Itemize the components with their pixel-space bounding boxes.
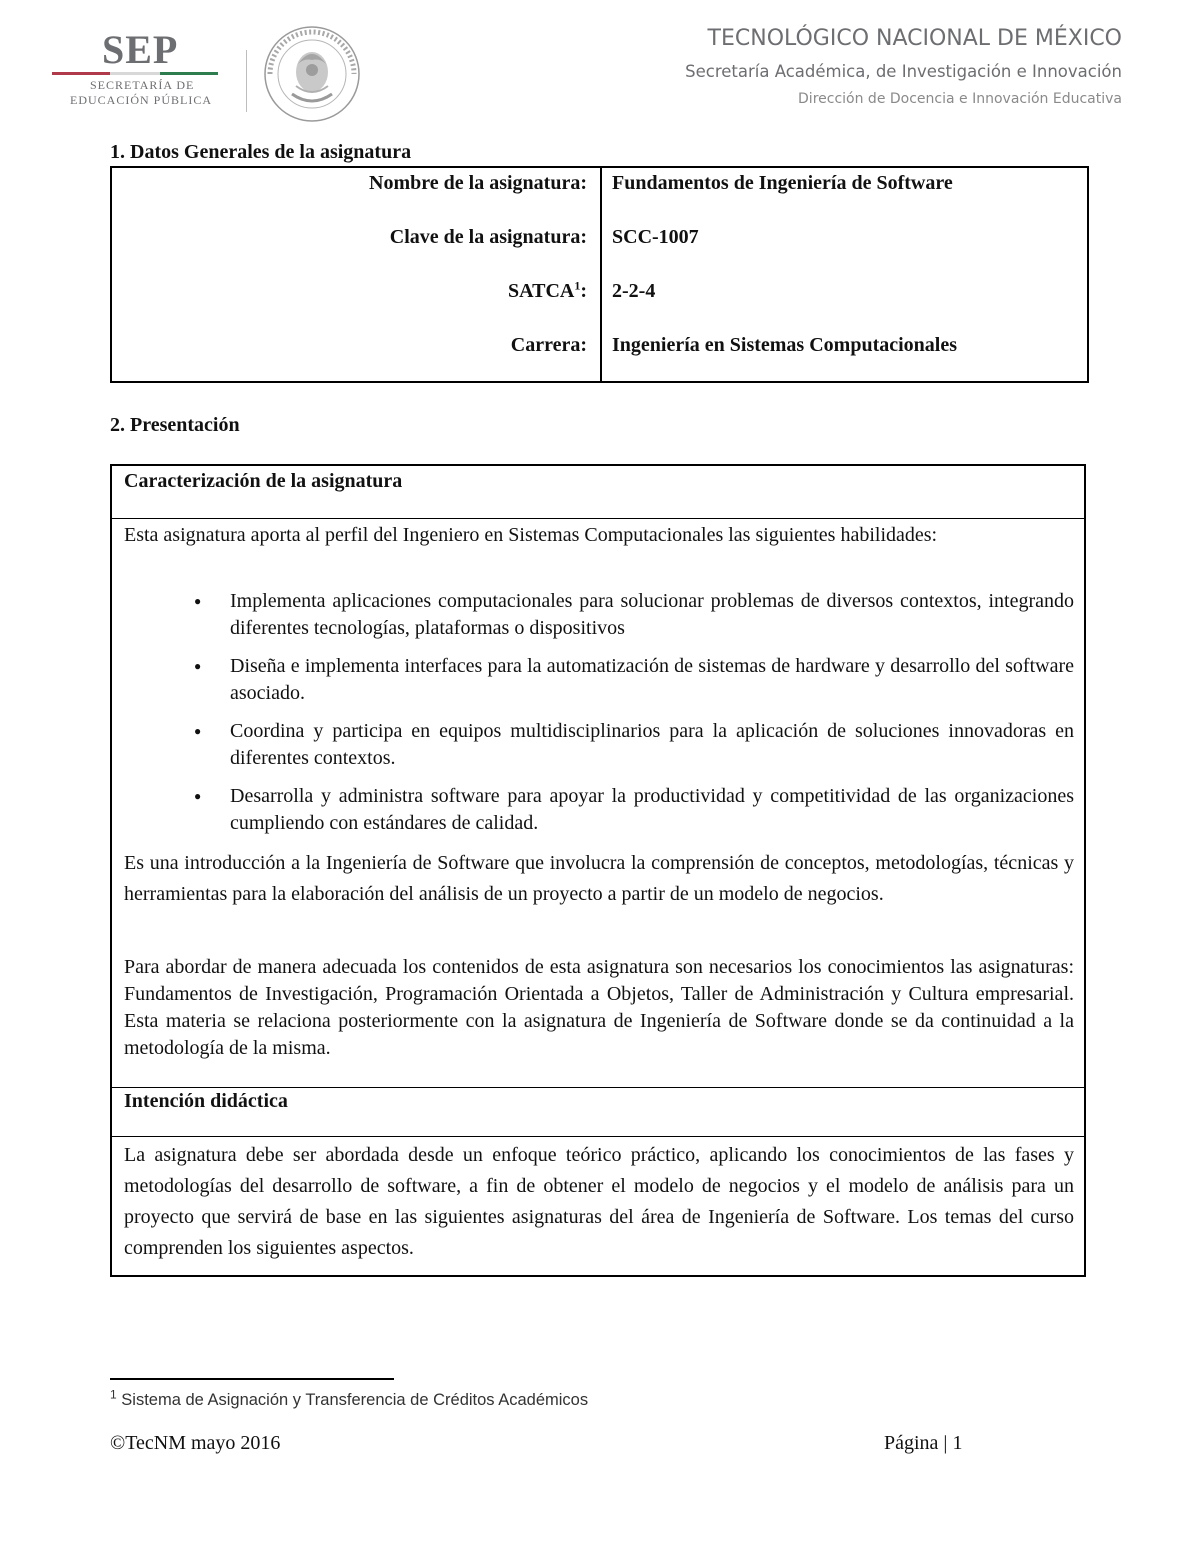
label-course-key: Clave de la asignatura: [389, 226, 587, 248]
list-item: ● Desarrolla y administra software para apoyar la productividad y competitividad de las organizaciones cumpliendo con estándares de calidad. [190, 783, 1074, 837]
footnote-ref-1: 1 [574, 278, 581, 293]
footer-copyright: ©TecNM mayo 2016 [110, 1432, 281, 1454]
list-item: ● Diseña e implementa interfaces para la automatización de sistemas de hardware y desarrollo del software asociado. [190, 653, 1074, 707]
table-column-divider [600, 168, 602, 381]
presentation-table [110, 464, 1086, 1277]
intencion-heading: Intención didáctica [124, 1090, 288, 1112]
caracterizacion-intro: Esta asignatura aporta al perfil del Ingeniero en Sistemas Computacionales las siguientes habilidades: [124, 524, 938, 546]
skills-list [190, 588, 1074, 848]
caracterizacion-paragraph-2: Para abordar de manera adecuada los contenidos de esta asignatura son necesarios los conocimientos las asignaturas: Fundamentos de Investigación, Programación Orientada a Objetos, Taller de Administración y Cultura empresarial. Esta materia se relaciona posteriormente con la asignatura de Ingeniería de Software donde se da continuidad a la metodología de la misma. [124, 956, 1074, 1059]
section-2-title: 2. Presentación [110, 414, 240, 436]
footnote-marker: 1 [110, 1387, 117, 1402]
footnote-text: Sistema de Asignación y Transferencia de Créditos Académicos [116, 1391, 589, 1409]
footnote-rule [110, 1378, 394, 1380]
footnote [110, 1387, 589, 1410]
sep-logo-bar [52, 72, 218, 75]
mexican-seal-icon [262, 24, 362, 124]
value-course-name: Fundamentos de Ingeniería de Software [612, 172, 953, 194]
table-row-divider [112, 1087, 1084, 1088]
sep-logo-word: SEP [102, 27, 179, 72]
value-course-key: SCC-1007 [612, 226, 699, 248]
general-data-table [110, 166, 1089, 383]
sep-logo-line1: SECRETARÍA DE [90, 78, 195, 92]
label-satca [508, 280, 587, 303]
sep-logo [52, 27, 222, 110]
table-row-divider [112, 1136, 1084, 1137]
label-course-name: Nombre de la asignatura: [369, 172, 587, 194]
label-satca-colon: : [580, 280, 587, 302]
caracterizacion-paragraph-1: Es una introducción a la Ingeniería de Software que involucra la comprensión de conceptos, metodologías, técnicas y herramientas para la elaboración del análisis de un proyecto a partir de un modelo de negocios. [124, 852, 1074, 905]
value-career: Ingeniería en Sistemas Computacionales [612, 334, 957, 356]
intencion-text: La asignatura debe ser abordada desde un enfoque teórico práctico, aplicando los conocimientos de las fases y metodologías del desarrollo de software, a fin de obtener el modelo de negocios y el modelo de análisis para un proyecto que servirá de base en las siguientes asignaturas del área de Ingeniería de Software. Los temas del curso comprenden los siguientes aspectos. [124, 1144, 1074, 1259]
sep-logo-line2: EDUCACIÓN PÚBLICA [70, 93, 213, 107]
list-item: ● Implementa aplicaciones computacionales para solucionar problemas de diversos contextos, integrando diferentes tecnologías, plataformas o dispositivos [190, 588, 1074, 642]
list-item: ● Coordina y participa en equipos multidisciplinarios para la aplicación de soluciones innovadoras en diferentes contextos. [190, 718, 1074, 772]
header-subtitle-2: Dirección de Docencia e Innovación Educativa [798, 91, 1122, 107]
logo-divider [246, 50, 247, 112]
label-satca-text: SATCA [508, 280, 575, 302]
caracterizacion-heading: Caracterización de la asignatura [124, 470, 403, 492]
table-row-divider [112, 518, 1084, 519]
footer-page-number: Página | 1 [884, 1432, 963, 1454]
label-career: Carrera: [510, 334, 587, 356]
value-satca: 2-2-4 [612, 280, 656, 302]
header-title: TECNOLÓGICO NACIONAL DE MÉXICO [707, 26, 1122, 51]
section-1-title: 1. Datos Generales de la asignatura [110, 141, 412, 163]
header-subtitle: Secretaría Académica, de Investigación e Innovación [685, 62, 1122, 81]
